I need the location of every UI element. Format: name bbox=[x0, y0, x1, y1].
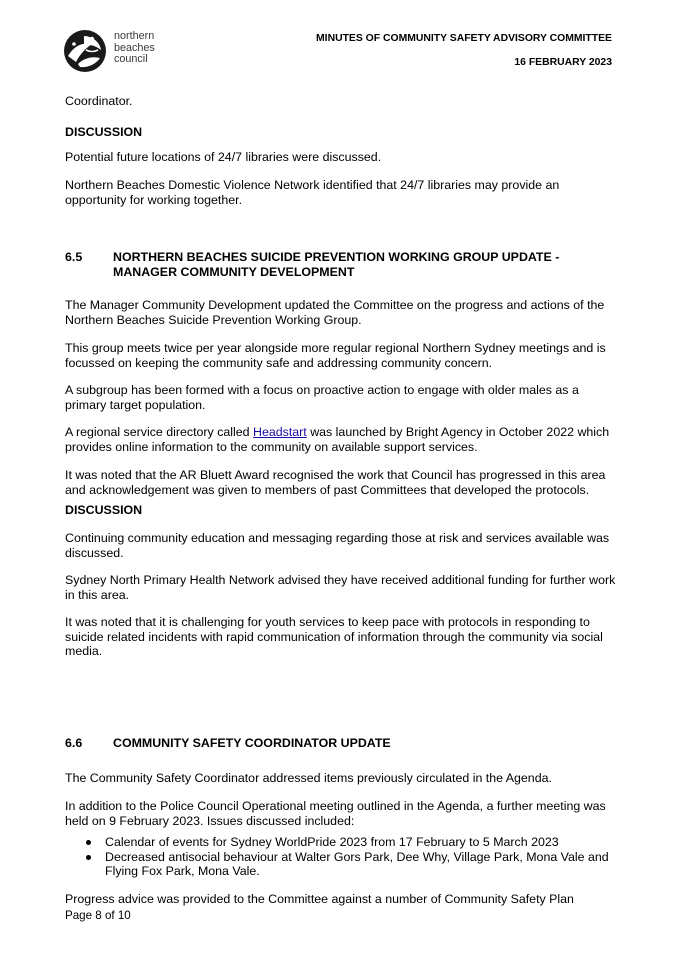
paragraph: Northern Beaches Domestic Violence Network identified that 24/7 libraries may provide an opportunity for working together. bbox=[65, 178, 560, 207]
list-item bbox=[65, 835, 625, 850]
section-number: 6.6 bbox=[65, 736, 83, 750]
council-emblem-icon bbox=[62, 28, 108, 74]
paragraph: In addition to the Police Council Operational meeting outlined in the Agenda, a further meeting was held on 9 February 2023. Issues discussed included: bbox=[65, 799, 606, 828]
logo-line: northern bbox=[114, 30, 155, 42]
meeting-date: 16 FEBRUARY 2023 bbox=[514, 57, 612, 68]
paragraph-text: A regional service directory called bbox=[65, 425, 254, 439]
bullet-icon bbox=[86, 840, 91, 845]
page-number: Page 8 of 10 bbox=[65, 909, 131, 922]
issues-list bbox=[65, 835, 625, 879]
headstart-link[interactable]: Headstart bbox=[253, 425, 307, 439]
list-item-text: Calendar of events for Sydney WorldPride 2023 from 17 February to 5 March 2023 bbox=[105, 835, 559, 849]
paragraph: Continuing community education and messaging regarding those at risk and services available was discussed. bbox=[65, 531, 610, 560]
document-title: MINUTES OF COMMUNITY SAFETY ADVISORY COMMITTEE bbox=[316, 33, 612, 44]
continued-text: Coordinator. bbox=[65, 94, 133, 108]
section-number: 6.5 bbox=[65, 250, 83, 264]
paragraph: The Manager Community Development updated the Committee on the progress and actions of the Northern Beaches Suicide Prevention Working Group. bbox=[65, 298, 605, 327]
section-title: NORTHERN BEACHES SUICIDE PREVENTION WORKING GROUP UPDATE - MANAGER COMMUNITY DEVELOPMENT bbox=[113, 250, 560, 279]
paragraph-with-link bbox=[65, 425, 620, 454]
paragraph: Sydney North Primary Health Network advised they have received additional funding for further work in this area. bbox=[65, 573, 616, 602]
paragraph: This group meets twice per year alongside more regular regional Northern Sydney meetings and is focussed on keeping the community safe and addressing community concern. bbox=[65, 341, 606, 370]
section-title: COMMUNITY SAFETY COORDINATOR UPDATE bbox=[113, 736, 391, 750]
discussion-heading: DISCUSSION bbox=[65, 503, 143, 517]
paragraph-text: was launched by Bright Agency in October 2022 which provides online information to the community on available support services. bbox=[65, 425, 610, 454]
discussion-heading: DISCUSSION bbox=[65, 125, 143, 139]
bullet-icon bbox=[86, 855, 91, 860]
paragraph: A subgroup has been formed with a focus on proactive action to engage with older males as a primary target population. bbox=[65, 383, 579, 412]
paragraph: It was noted that it is challenging for youth services to keep pace with protocols in responding to suicide related incidents with rapid communication of information through the community via social media. bbox=[65, 615, 603, 659]
council-logo bbox=[62, 28, 172, 74]
paragraph: The Community Safety Coordinator addressed items previously circulated in the Agenda. bbox=[65, 771, 552, 785]
logo-line: beaches bbox=[114, 41, 155, 54]
list-item-text: Decreased antisocial behaviour at Walter Gors Park, Dee Why, Village Park, Mona Vale and Flying Fox Park, Mona Vale. bbox=[105, 849, 609, 879]
logo-wordmark bbox=[114, 31, 155, 66]
paragraph: Potential future locations of 24/7 libraries were discussed. bbox=[65, 150, 382, 164]
list-item bbox=[65, 850, 625, 879]
logo-line: council bbox=[114, 53, 148, 65]
paragraph: It was noted that the AR Bluett Award recognised the work that Council has progressed in this area and acknowledgement was given to members of past Committees that developed the protocols. bbox=[65, 468, 606, 497]
paragraph: Progress advice was provided to the Committee against a number of Community Safety Plan bbox=[65, 892, 574, 906]
